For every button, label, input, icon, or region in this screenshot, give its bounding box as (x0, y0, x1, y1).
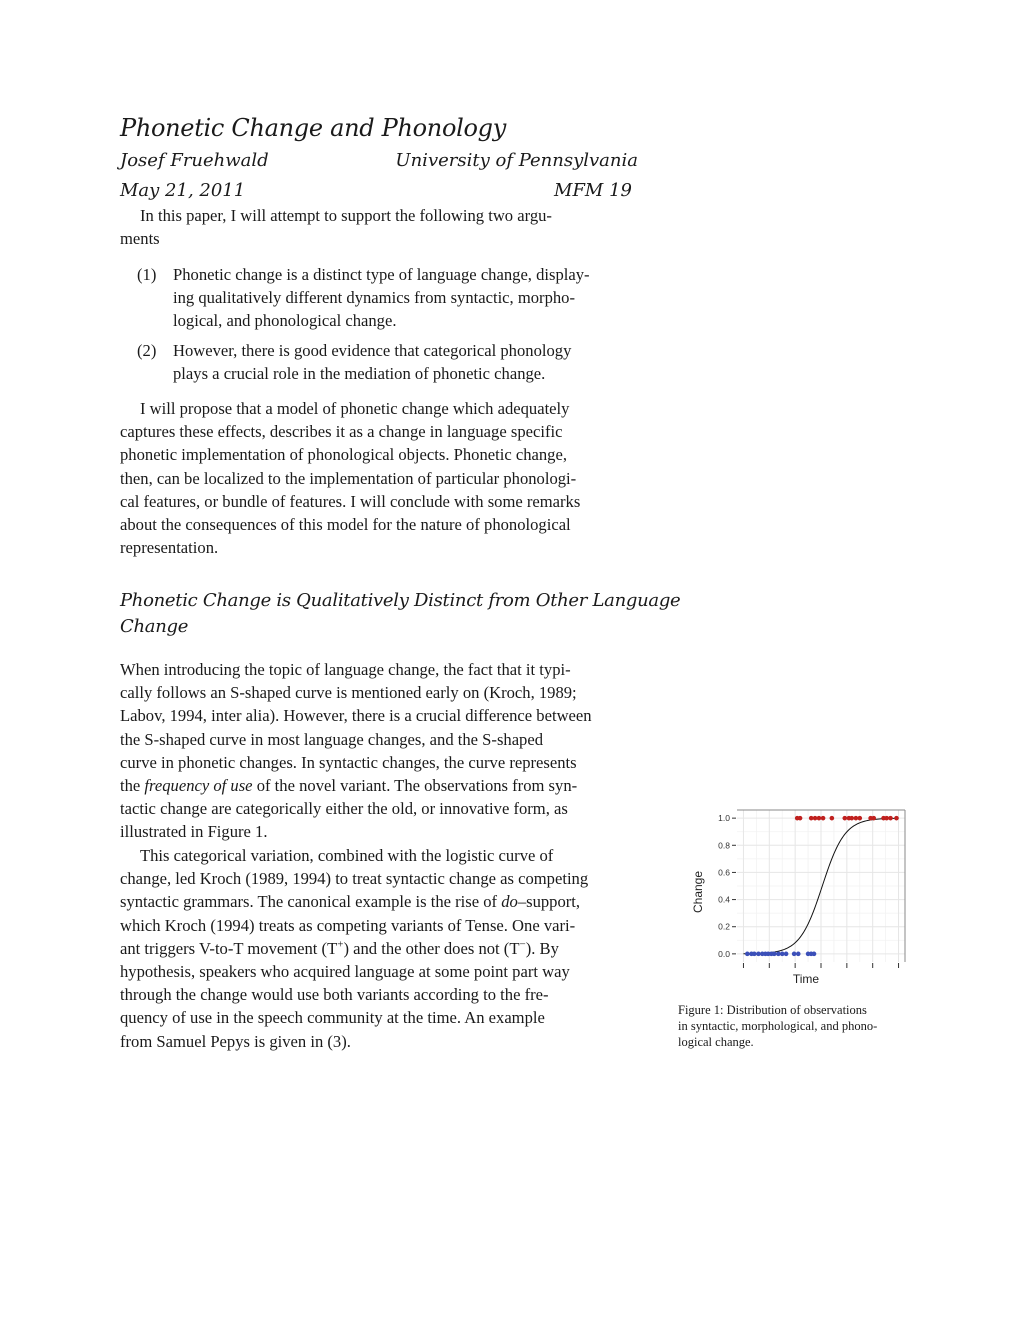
emphasis-do: do (501, 892, 518, 912)
section-paragraph-1 (120, 658, 642, 844)
list-item (173, 263, 643, 333)
emphasis-frequency-of-use: frequency of use (144, 775, 253, 795)
text-line: then, can be localized to the implementation of particular phonologi- (120, 468, 577, 488)
y-tick-label: 0.0 (718, 948, 730, 959)
text-line: through the change would use both variants according to the fre- (120, 985, 549, 1005)
text-line: phonetic implementation of phonological objects. Phonetic change, (120, 445, 567, 465)
data-point (871, 816, 876, 821)
text-line: ing qualitatively different dynamics from syntactic, morpho- (173, 288, 575, 308)
text-fragment: of the novel variant. The observations from syn- (252, 775, 578, 795)
y-tick-label: 0.4 (718, 894, 730, 905)
y-axis-label: Change (691, 870, 705, 914)
text-line: cally follows an S-shaped curve is mentioned early on (Kroch, 1989; (120, 683, 577, 703)
data-point (772, 952, 777, 957)
text-fragment: the (120, 775, 145, 795)
data-point (849, 816, 854, 821)
text-line: cal features, or bundle of features. I will conclude with some remarks (120, 491, 581, 511)
data-point (796, 952, 801, 957)
text-line: illustrated in Figure 1. (120, 822, 268, 842)
proposal-paragraph (120, 397, 642, 559)
text-line: quency of use in the speech community at the time. An example (120, 1008, 545, 1028)
caption-line: in syntactic, morphological, and phono- (678, 1019, 878, 1033)
x-axis-label: Time (792, 972, 820, 986)
affiliation: University of Pennsylvania (395, 150, 638, 171)
author-name: Josef Fruehwald (120, 150, 269, 171)
text-fragment: –support, (517, 892, 581, 912)
caption-line: Figure 1: Distribution of observations (678, 1003, 867, 1017)
text-line: In this paper, I will attempt to support the following two argu- (140, 206, 552, 225)
text-line: curve in phonetic changes. In syntactic changes, the curve represents (120, 752, 577, 772)
figure-1-chart (670, 800, 920, 995)
text-fragment: ). By (525, 938, 559, 958)
venue: MFM 19 (554, 180, 632, 201)
data-point (792, 952, 797, 957)
section-heading (120, 588, 681, 640)
text-line: Phonetic change is a distinct type of language change, display- (173, 265, 590, 284)
text-fragment: syntactic grammars. The canonical example is the rise of (120, 892, 502, 912)
text-line (120, 890, 642, 913)
data-point (745, 952, 750, 957)
data-point (842, 816, 847, 821)
text-line: Labov, 1994, inter alia). However, there is a crucial difference between (120, 706, 592, 726)
caption-line: logical change. (678, 1035, 754, 1049)
text-line: hypothesis, speakers who acquired language at some point part way (120, 961, 570, 981)
text-line (120, 937, 642, 960)
y-axis (718, 813, 736, 959)
data-point (817, 816, 822, 821)
paper-date: May 21, 2011 (120, 180, 246, 201)
text-line: change, led Kroch (1989, 1994) to treat syntactic change as competing (120, 869, 589, 889)
text-line: tactic change are categorically either the old, or innovative form, as (120, 799, 568, 819)
intro-paragraph (120, 204, 642, 250)
data-point (752, 952, 757, 957)
section-paragraph-2 (120, 844, 642, 1053)
text-line: ments (120, 229, 160, 249)
text-line: representation. (120, 538, 219, 558)
y-tick-label: 0.2 (718, 921, 730, 932)
data-point (798, 816, 803, 821)
text-line: captures these effects, describes it as a change in language specific (120, 422, 563, 442)
data-point (894, 816, 899, 821)
text-fragment: ) and the other does not (T (343, 938, 520, 958)
text-line: This categorical variation, combined with the logistic curve of (140, 846, 554, 865)
list-number: (1) (137, 265, 157, 284)
data-point (784, 952, 789, 957)
text-line: from Samuel Pepys is given in (3). (120, 1031, 351, 1051)
heading-line: Change (120, 616, 189, 637)
data-point (812, 952, 817, 957)
heading-line: Phonetic Change is Qualitatively Distinct from Other Language (120, 590, 681, 611)
y-tick-label: 1.0 (718, 813, 730, 824)
text-line: When introducing the topic of language change, the fact that it typi- (120, 660, 571, 679)
list-item (173, 339, 643, 385)
text-line: However, there is good evidence that categorical phonology (173, 341, 572, 360)
superscript-plus: + (337, 938, 344, 951)
y-tick-label: 0.8 (718, 840, 730, 851)
y-tick-label: 0.6 (718, 867, 730, 878)
text-line: plays a crucial role in the mediation of phonetic change. (173, 364, 546, 384)
text-line: which Kroch (1994) treats as competing variants of Tense. One vari- (120, 915, 576, 935)
list-number: (2) (137, 341, 157, 360)
data-point (821, 816, 826, 821)
text-line: logical, and phonological change. (173, 311, 397, 331)
superscript-minus: − (519, 938, 526, 951)
data-point (830, 816, 835, 821)
x-axis (743, 963, 898, 968)
figure-caption (678, 1002, 938, 1050)
text-line: I will propose that a model of phonetic change which adequately (140, 399, 570, 418)
text-fragment: ant triggers V-to-T movement (T (120, 938, 338, 958)
text-line (120, 774, 642, 797)
text-line: the S-shaped curve in most language changes, and the S-shaped (120, 729, 544, 749)
data-point (888, 816, 893, 821)
paper-title: Phonetic Change and Phonology (120, 114, 506, 142)
data-point (857, 816, 862, 821)
text-line: about the consequences of this model for the nature of phonological (120, 514, 571, 534)
